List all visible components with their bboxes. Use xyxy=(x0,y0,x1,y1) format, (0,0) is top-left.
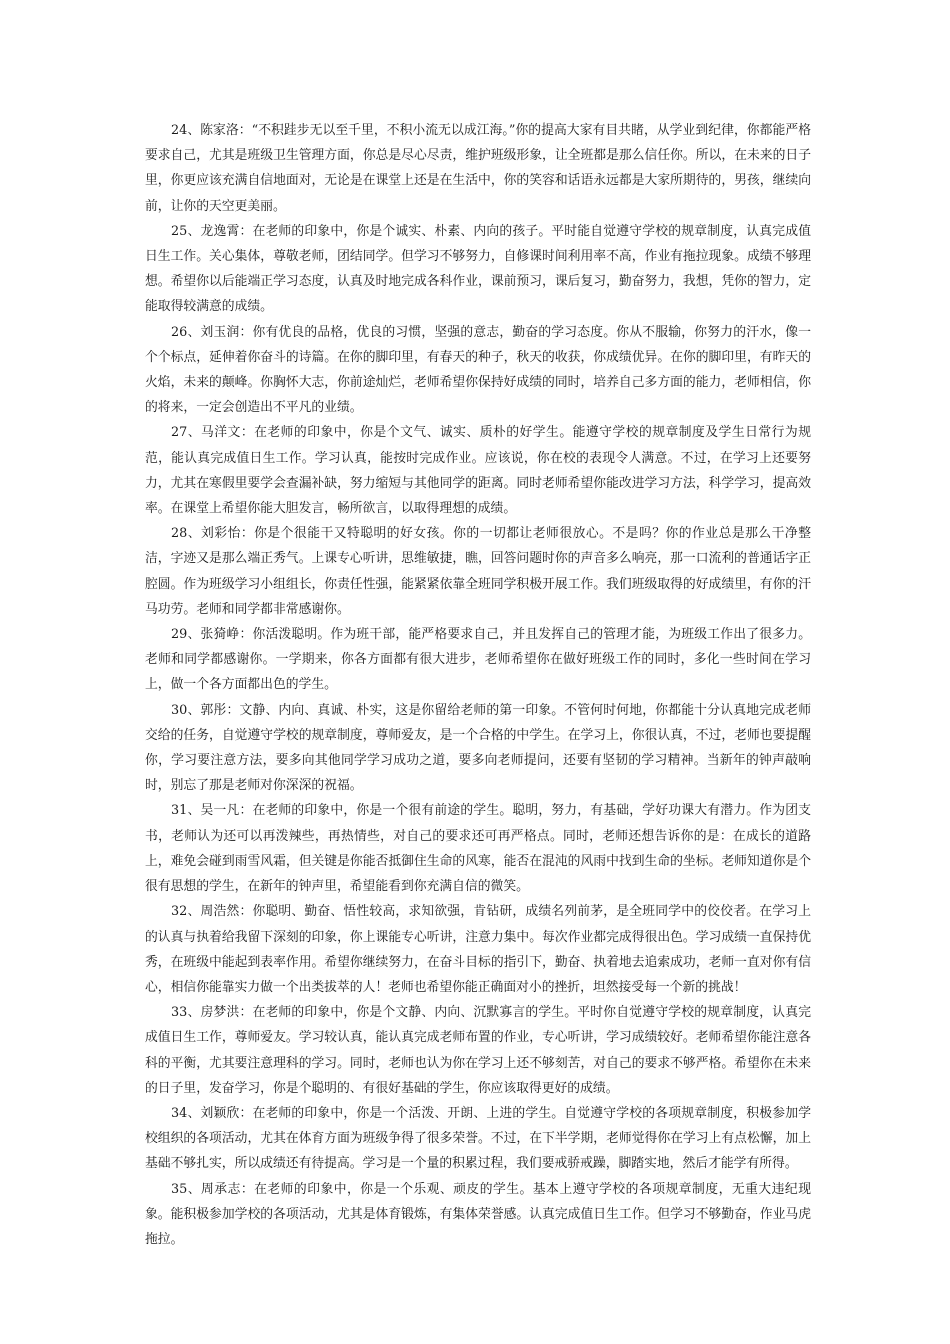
comment-paragraph-26: 26、刘玉润：你有优良的品格，优良的习惯，坚强的意志，勤奋的学习态度。你从不服输，你努力的汗水，像一个个标点，延伸着你奋斗的诗篇。在你的脚印里，有春天的种子，秋天的收获，你成绩优异。在你的脚印里，有昨天的火焰，未来的颠峰。你胸怀大志，你前途灿烂，老师希望你保持好成绩的同时，培养自己多方面的能力，老师相信，你的将来，一定会创造出不平凡的业绩。 xyxy=(145,324,811,416)
comment-paragraph-29: 29、张猗峥：你活泼聪明。作为班干部，能严格要求自己，并且发挥自己的管理才能，为班级工作出了很多力。老师和同学都感谢你。一学期来，你各方面都有很大进步，老师希望你在做好班级工作的同时，多化一些时间在学习上，做一个各方面都出色的学生。 xyxy=(145,627,811,693)
comment-paragraph-30: 30、郭彤：文静、内向、真诚、朴实，这是你留给老师的第一印象。不管何时何地，你都能十分认真地完成老师交给的任务，自觉遵守学校的规章制度，尊师爱友，是一个合格的中学生。在学习上，你很认真，不过，老师也要提醒你，学习要注意方法，要多向其他同学学习成功之道，要多向老师提问，还要有坚韧的学习精神。当新年的钟声敲响时，别忘了那是老师对你深深的祝福。 xyxy=(145,702,811,794)
comment-paragraph-35: 35、周承志：在老师的印象中，你是一个乐观、顽皮的学生。基本上遵守学校的各项规章制度，无重大违纪现象。能积极参加学校的各项活动，尤其是体育锻炼，有集体荣誉感。认真完成值日生工作。但学习不够勤奋，作业马虎拖拉。 xyxy=(145,1181,811,1247)
document-page xyxy=(145,118,811,1252)
comment-paragraph-34: 34、刘颖欣：在老师的印象中，你是一个活泼、开朗、上进的学生。自觉遵守学校的各项规章制度，积极参加学校组织的各项活动，尤其在体育方面为班级争得了很多荣誉。不过，在下半学期，老师觉得你在学习上有点松懈，加上基础不够扎实，所以成绩还有待提高。学习是一个量的积累过程，我们要戒骄戒躁，脚踏实地，然后才能学有所得。 xyxy=(145,1105,811,1172)
comment-paragraph-28: 28、刘彩怡：你是个很能干又特聪明的好女孩。你的一切都让老师很放心。不是吗？你的作业总是那么干净整洁，字迹又是那么端正秀气。上课专心听讲，思维敏捷，瞧，回答问题时你的声音多么响亮，那一口流利的普通话字正腔圆。作为班级学习小组组长，你责任性强，能紧紧依靠全班同学积极开展工作。我们班级取得的好成绩里，有你的汗马功劳。老师和同学都非常感谢你。 xyxy=(145,526,811,617)
comment-paragraph-32: 32、周浩然：你聪明、勤奋、悟性较高，求知欲强，肯钻研，成绩名列前茅，是全班同学中的佼佼者。在学习上的认真与执着给我留下深刻的印象，你上课能专心听讲，注意力集中。每次作业都完成得很出色。学习成绩一直保持优秀，在班级中能起到表率作用。希望你继续努力，在奋斗目标的指引下，勤奋、执着地去追索成功，老师一直对你有信心，相信你能靠实力做一个出类拔萃的人！老师也希望你能正确面对小的挫折，坦然接受每一个新的挑战！ xyxy=(145,904,811,995)
comment-paragraph-25: 25、龙逸霄：在老师的印象中，你是个诚实、朴素、内向的孩子。平时能自觉遵守学校的规章制度，认真完成值日生工作。关心集体，尊敬老师，团结同学。但学习不够努力，自修课时间利用率不高，作业有拖拉现象。成绩不够理想。希望你以后能端正学习态度，认真及时地完成各科作业，课前预习，课后复习，勤奋努力，我想，凭你的智力，定能取得较满意的成绩。 xyxy=(145,223,811,315)
comment-paragraph-27: 27、马洋文：在老师的印象中，你是个文气、诚实、质朴的好学生。能遵守学校的规章制度及学生日常行为规范，能认真完成值日生工作。学习认真，能按时完成作业。应该说，你在校的表现令人满意。不过，在学习上还要努力，尤其在寒假里要学会查漏补缺，努力缩短与其他同学的距离。同时老师希望你能改进学习方法，科学学习，提高效率。在课堂上希望你能大胆发言，畅所欲言，以取得理想的成绩。 xyxy=(145,425,811,517)
comment-paragraph-24: 24、陈家洛：“不积跬步无以至千里，不积小流无以成江海。”你的提高大家有目共睹，从学业到纪律，你都能严格要求自己，尤其是班级卫生管理方面，你总是尽心尽责，维护班级形象，让全班都是那么信任你。所以，在未来的日子里，你更应该充满自信地面对，无论是在课堂上还是在生活中，你的笑容和话语永远都是大家所期待的，男孩，继续向前，让你的天空更美丽。 xyxy=(145,123,811,214)
comment-paragraph-31: 31、吴一凡：在老师的印象中，你是一个很有前途的学生。聪明，努力，有基础，学好功课大有潜力。作为团支书，老师认为还可以再泼辣些，再热情些，对自己的要求还可再严格点。同时，老师还想告诉你的是：在成长的道路上，难免会碰到雨雪风霜，但关键是你能否抵御住生命的风寒，能否在混沌的风雨中找到生命的坐标。老师知道你是个很有思想的学生，在新年的钟声里，希望能看到你充满自信的微笑。 xyxy=(145,803,811,895)
comment-paragraph-33: 33、房梦洪：在老师的印象中，你是个文静、内向、沉默寡言的学生。平时你自觉遵守学校的规章制度，认真完成值日生工作，尊师爱友。学习较认真，能认真完成老师布置的作业，专心听讲，学习成绩较好。老师希望你能注意各科的平衡，尤其要注意理科的学习。同时，老师也认为你在学习上还不够刻苦，对自己的要求不够严格。希望你在未来的日子里，发奋学习，你是个聪明的、有很好基础的学生，你应该取得更好的成绩。 xyxy=(145,1005,811,1096)
